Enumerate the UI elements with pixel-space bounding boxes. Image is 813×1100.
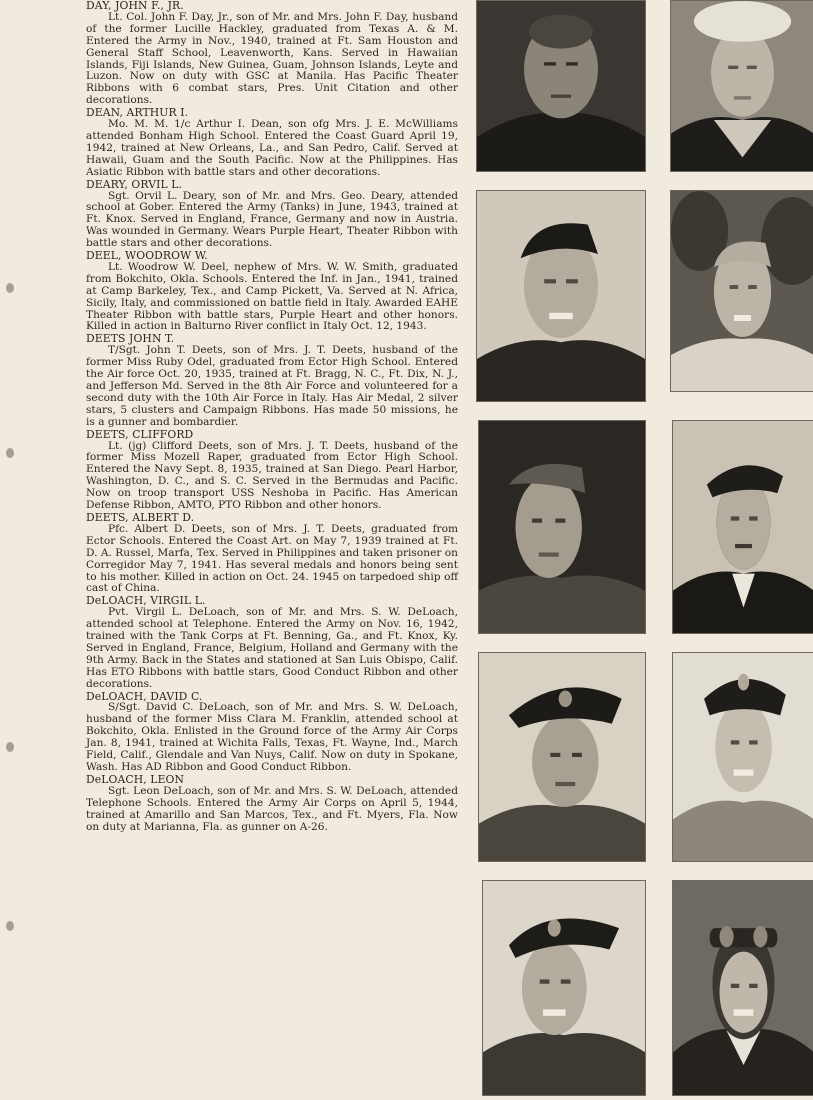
entry-name: DEAN, ARTHUR I. (86, 106, 189, 120)
entry-deary (86, 179, 458, 250)
entry-bio: Mo. M. M. 1/c Arthur I. Dean, son ofg Mrs. J. E. McWilliams attended Bonham High School. Entered the Coast Guard April 19, 1942, trained at New Orleans, La., and San Pedro, Calif. Served at Hawaii, Guam and the South Pacific. Now at the Philippines. Has Asiatic Ribbon with battle stars and other decorations. (86, 118, 458, 178)
entry-deets-albert (86, 512, 458, 595)
portrait-image (477, 191, 645, 401)
photo-portrait-deloach-virgil (672, 652, 813, 862)
entry-bio: S/Sgt. David C. DeLoach, son of Mr. and Mrs. S. W. DeLoach, husband of the former Miss Clara M. Franklin, attended school at Bokchito, Okla. Enlisted in the Ground force of the Army Air Corps Jan. 8, 1941, trained at Wichita Falls, Texas, Ft. Wayne, Ind., March Field, Calif., Glendale and Van Nuys, Calif. Now on duty in Spokane, Wash. Has AD Ribbon and Good Conduct Ribbon. (86, 701, 458, 773)
binder-hole (6, 283, 14, 293)
entry-day (86, 0, 458, 107)
binder-holes (0, 0, 20, 1100)
portrait-image (673, 653, 813, 861)
entry-bio: Pfc. Albert D. Deets, son of Mrs. J. T. Deets, graduated from Ector Schools. Entered the Coast Art. on May 7, 1939 trained at Ft. D. A. Russel, Marfa, Tex. Served in Philippines and taken prisoner on Corregidor May 7, 1941. Has several medals and honors being sent to his mother. Killed in action on Oct. 24. 1945 on tarpedoed ship off cast of China. (86, 522, 458, 595)
entry-bio: Pvt. Virgil L. DeLoach, son of Mr. and Mrs. S. W. DeLoach, attended school at Telephone. Entered the Army on Nov. 16, 1942, trained with the Tank Corps at Ft. Benning, Ga., and Ft. Knox, Ky. Served in England, France, Belgium, Holland and Germany with the 9th Army. Back in the States and stationed at San Luis Obispo, Calif. Has ETO Ribbons with battle stars, Good Conduct Ribbon and other decorations. (86, 606, 458, 690)
entry-name: DeLOACH, LEON (86, 772, 185, 786)
portrait-image (673, 421, 813, 633)
entry-deloach-virgil (86, 595, 458, 690)
portrait-image (479, 653, 645, 861)
biography-column (86, 0, 458, 833)
entry-name: DAY, JOHN F., JR. (86, 0, 184, 12)
portrait-image (671, 191, 813, 391)
photo-grid (474, 0, 813, 1100)
entry-name: DEARY, ORVIL L. (86, 177, 183, 191)
entry-deel (86, 250, 458, 333)
photo-portrait-deets-clifford (672, 420, 813, 634)
portrait-image (483, 881, 645, 1095)
entry-deloach-leon (86, 774, 458, 834)
portrait-image (673, 881, 813, 1095)
photo-portrait-deloach-david (482, 880, 646, 1096)
entry-bio: Lt. Col. John F. Day, Jr., son of Mr. and Mrs. John F. Day, husband of the former Lucille Hackley, graduated from Texas A. & M. Entered the Army in Nov., 1940, trained at Ft. Sam Houston and General Staff School, Leavenworth, Kans. Served in Hawaiian Islands, Fiji Islands, New Guinea, Guam, Johnson Islands, Leyte and Luzon. Now on duty with GSC at Manila. Has Pacific Theater Ribbons with 6 combat stars, Pres. Unit Citation and other decorations. (86, 10, 458, 107)
entry-deets-clifford (86, 429, 458, 512)
entry-dean (86, 107, 458, 178)
entry-bio: Lt. Woodrow W. Deel, nephew of Mrs. W. W. Smith, graduated from Bokchito, Okla. Schools. Entered the Inf. in Jan., 1941, trained at Camp Barkeley, Tex., and Camp Pickett, Va. Served at N. Africa, Sicily, Italy, and commissioned on battle field in Italy. Awarded EAHE Theater Ribbon with battle stars, Purple Heart and other honors. Killed in action in Balturno River conflict in Italy Oct. 12, 1943. (86, 260, 458, 333)
entry-name: DEETS JOHN T. (86, 332, 175, 346)
binder-hole (6, 742, 14, 752)
portrait-image (477, 1, 645, 171)
entry-bio: T/Sgt. John T. Deets, son of Mrs. J. T. Deets, husband of the former Miss Ruby Odel, graduated from Ector High School. Entered the Air force Oct. 20, 1935, trained at Ft. Bragg, N. C., Ft. Dix, N. J., and Jefferson Md. Served in the 8th Air Force and volunteered for a second duty with the 10th Air Force in Italy. Has Air Medal, 2 silver stars, 5 clusters and Campaign Ribbons. Has made 50 missions, he is a gunner and bombardier. (86, 344, 458, 428)
entry-name: DeLOACH, VIRGIL L. (86, 594, 206, 608)
photo-portrait-day (476, 0, 646, 172)
photo-portrait-dean (670, 0, 813, 172)
entry-bio: Sgt. Orvil L. Deary, son of Mr. and Mrs. Geo. Deary, attended school at Gober. Entered the Army (Tanks) in June, 1943, trained at Ft. Knox. Served in England, France, Germany and now in Austria. Was wounded in Germany. Wears Purple Heart, Theater Ribbon with battle stars and other decorations. (86, 189, 458, 250)
photo-portrait-deets-john (478, 420, 646, 634)
entry-bio: Lt. (jg) Clifford Deets, son of Mrs. J. T. Deets, husband of the former Miss Mozell Raper, graduated from Ector High School. Entered the Navy Sept. 8, 1935, trained at San Diego. Pearl Harbor, Washington, D. C., and S. C. Served in the Bermudas and Pacific. Now on troop transport USS Neshoba in Pacific. Has American Defense Ribbon, AMTO, PTO Ribbon and other honors. (86, 439, 458, 512)
photo-portrait-deary (476, 190, 646, 402)
entry-name: DeLOACH, DAVID C. (86, 689, 203, 703)
entry-name: DEEL, WOODROW W. (86, 249, 208, 263)
portrait-image (479, 421, 645, 633)
photo-portrait-deets-albert (478, 652, 646, 862)
entry-name: DEETS, CLIFFORD (86, 427, 194, 441)
binder-hole (6, 448, 14, 458)
entry-deets-john (86, 333, 458, 428)
photo-portrait-deloach-leon (672, 880, 813, 1096)
entry-name: DEETS, ALBERT D. (86, 510, 195, 524)
entry-deloach-david (86, 691, 458, 774)
binder-hole (6, 921, 14, 931)
photo-portrait-deel (670, 190, 813, 392)
entry-bio: Sgt. Leon DeLoach, son of Mr. and Mrs. S. W. DeLoach, attended Telephone Schools. Entered the Army Air Corps on April 5, 1944, trained at Amarillo and San Marcos, Tex., and Ft. Myers, Fla. Now on duty at Marianna, Fla. as gunner on A-26. (86, 784, 458, 833)
portrait-image (671, 1, 813, 171)
